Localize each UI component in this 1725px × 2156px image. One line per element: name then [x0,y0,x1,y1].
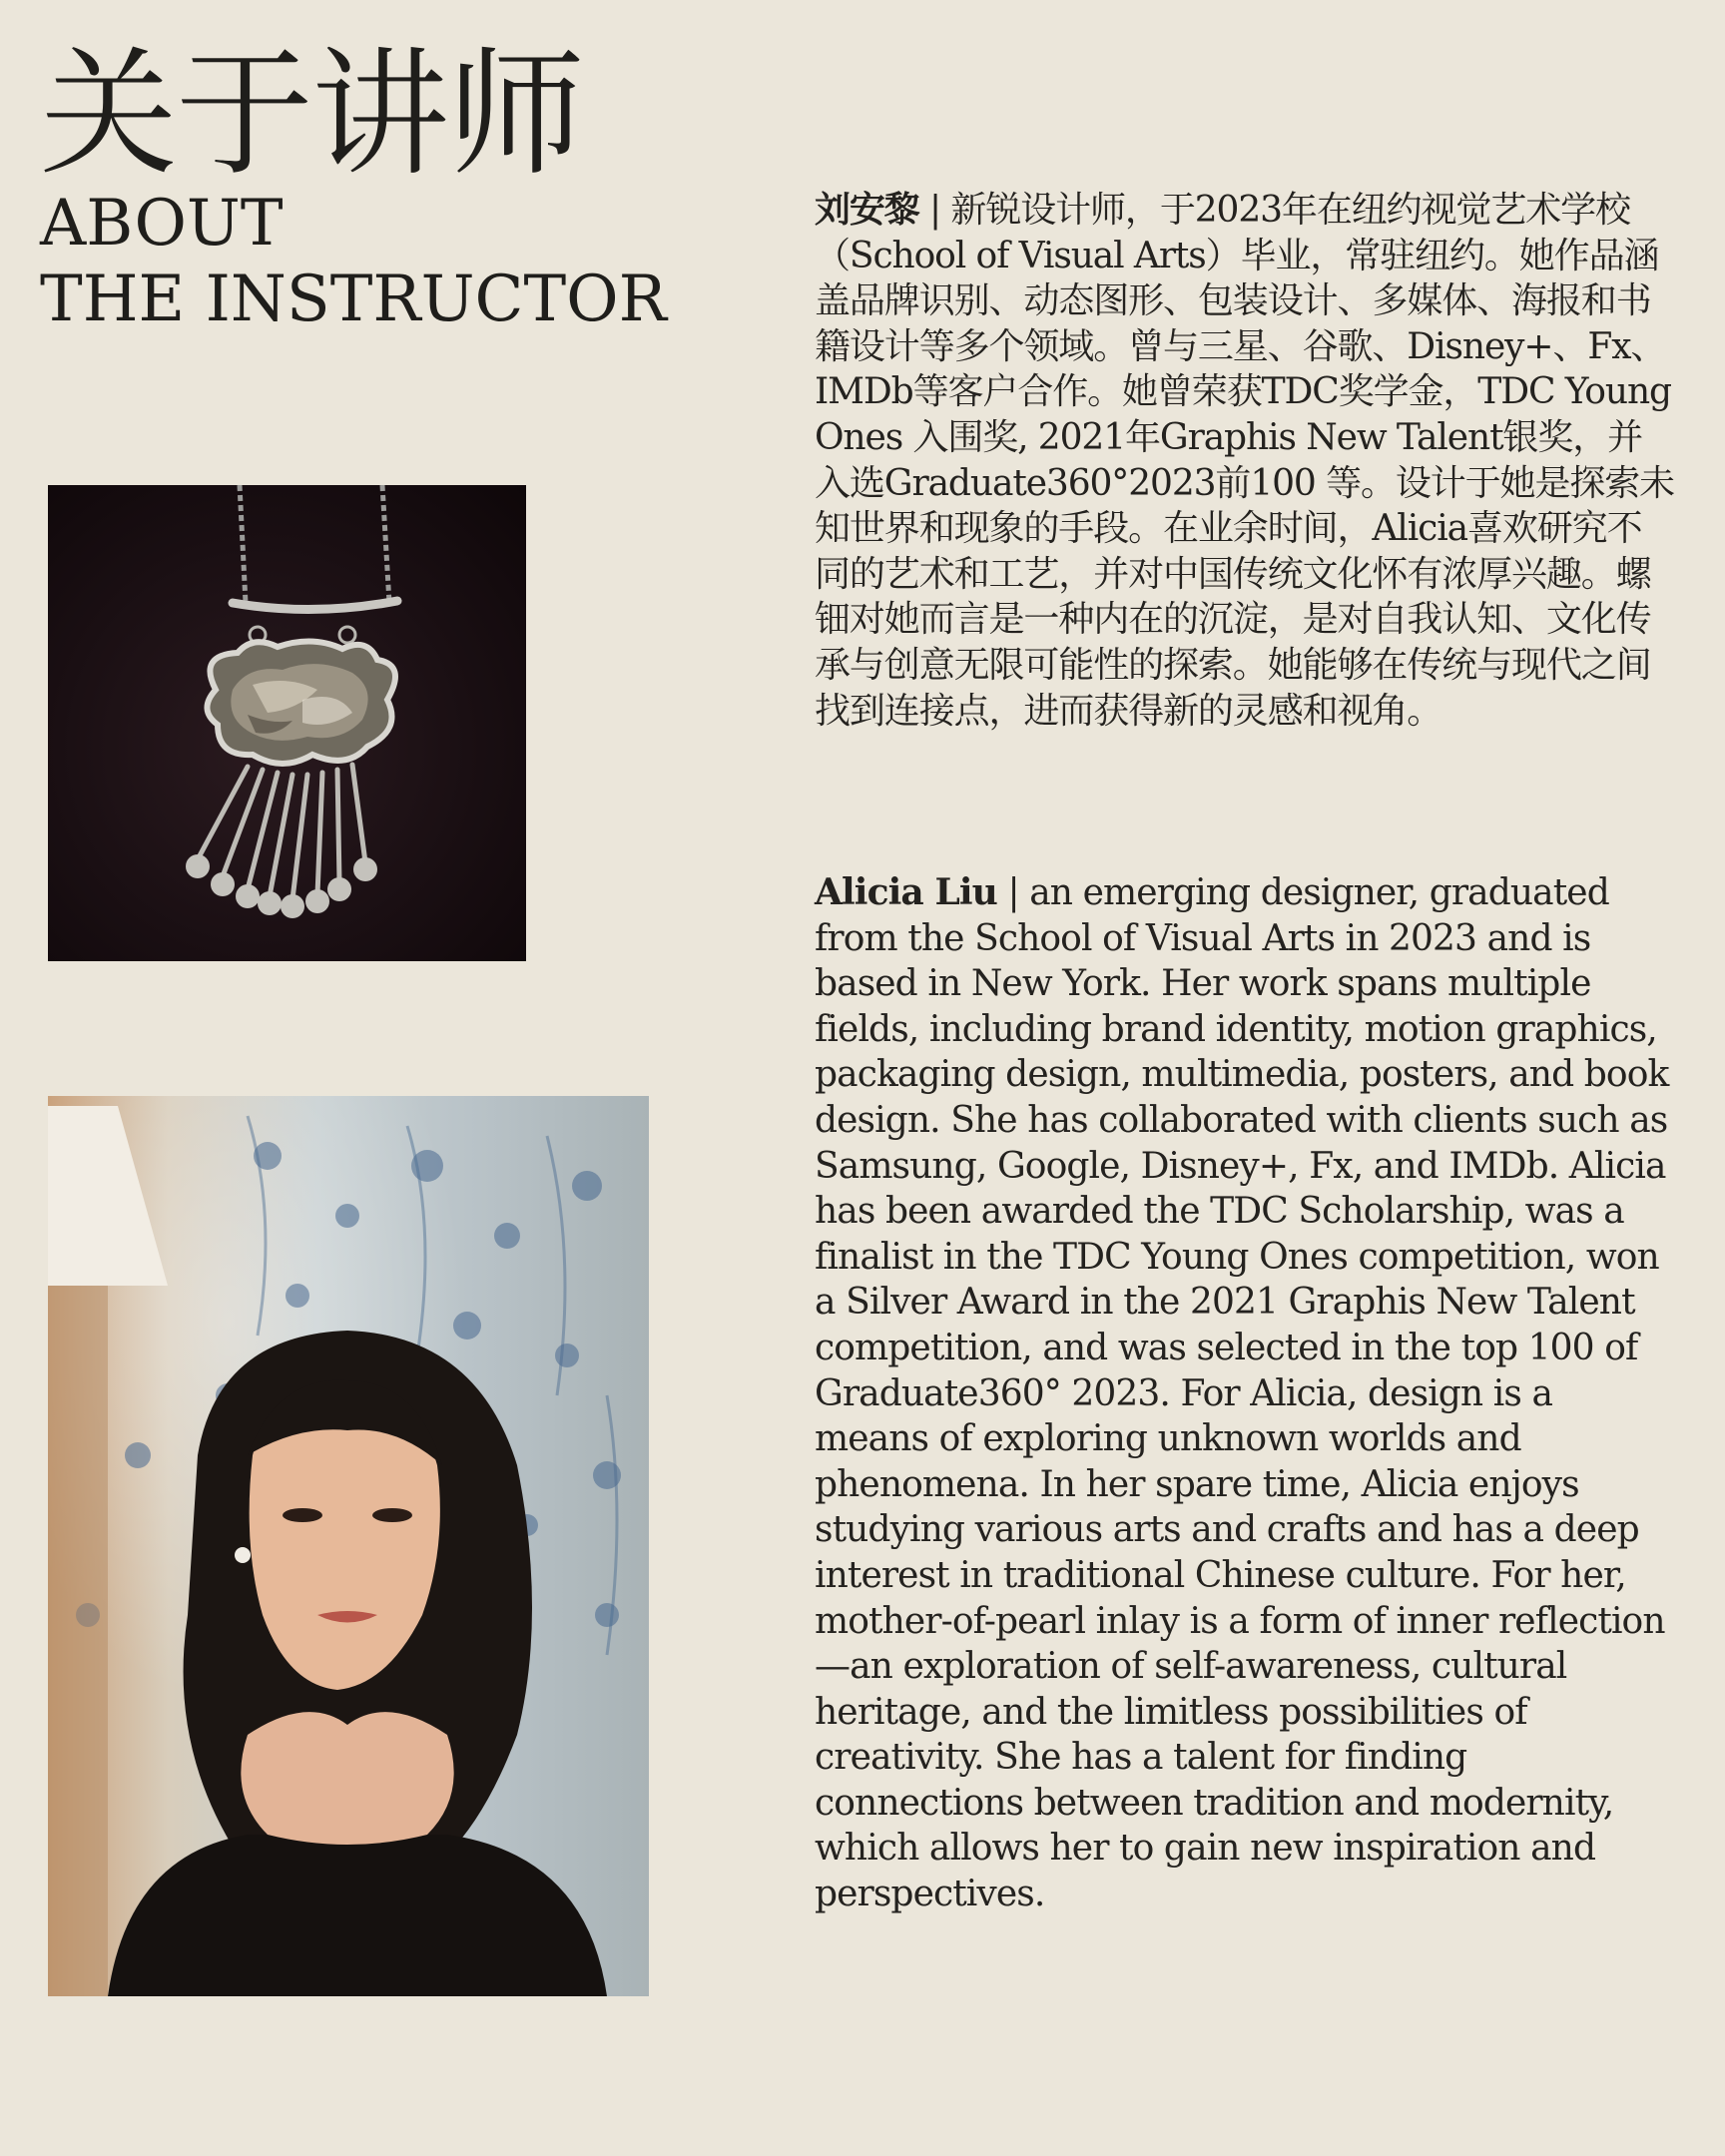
bio-en-name: Alicia Liu [815,871,997,913]
bio-en-text: | an emerging designer, graduated from the School of Visual Arts in 2023 and is based in New York. Her work spans multiple fields, including brand identity, motion graphics, packaging design, multimedia, posters, and book design. She has collaborated with clients such as Samsung, Google, Disney+, Fx, and IMDb. Alicia has been awarded the TDC Scholarship, was a finalist in the TDC Young Ones competition, won a Silver Award in the 2021 Graphis New Talent competition, and was selected in the top 100 of Graduate360° 2023. For Alicia, design is a means of exploring unknown worlds and phenomena. In her spare time, Alicia enjoys studying various arts and crafts and has a deep interest in traditional Chinese culture. For her, mother-of-pearl inlay is a form of inner reflection—an exploration of self-awareness, cultural heritage, and the limitless possibilities of creativity. She has a talent for finding connections between tradition and modernity, which allows her to gain new inspiration and perspectives. [815,872,1669,1915]
page-title-cn: 关于讲师 [40,34,584,195]
bio-chinese [815,188,1675,734]
bio-english [815,870,1675,1917]
bio-cn-text: | 新锐设计师，于2023年在纽约视觉艺术学校（School of Visual Arts）毕业，常驻纽约。她作品涵盖品牌识别、动态图形、包装设计、多媒体、海报和书籍设计等多个领域。曾与三星、谷歌、Disney+、Fx、IMDb等客户合作。她曾荣获TDC奖学金，TDC Young Ones 入围奖, 2021年Graphis New Talent银奖，并入选Graduate360°2023前100 等。设计于她是探索未知世界和现象的手段。在业余时间，Alicia喜欢研究不同的艺术和工艺，并对中国传统文化怀有浓厚兴趣。螺钿对她而言是一种内在的沉淀，是对自我认知、文化传承与创意无限可能性的探索。她能够在传统与现代之间找到连接点，进而获得新的灵感和视角。 [815,190,1675,732]
page-title-en [40,186,667,337]
necklace-photo [48,485,526,961]
bio-cn-name: 刘安黎 [815,189,919,231]
instructor-portrait-photo [48,1096,649,1996]
title-en-line2: THE INSTRUCTOR [40,263,667,336]
portrait-illustration [48,1096,649,1996]
necklace-illustration [48,485,526,961]
title-en-line1: ABOUT [40,187,284,261]
